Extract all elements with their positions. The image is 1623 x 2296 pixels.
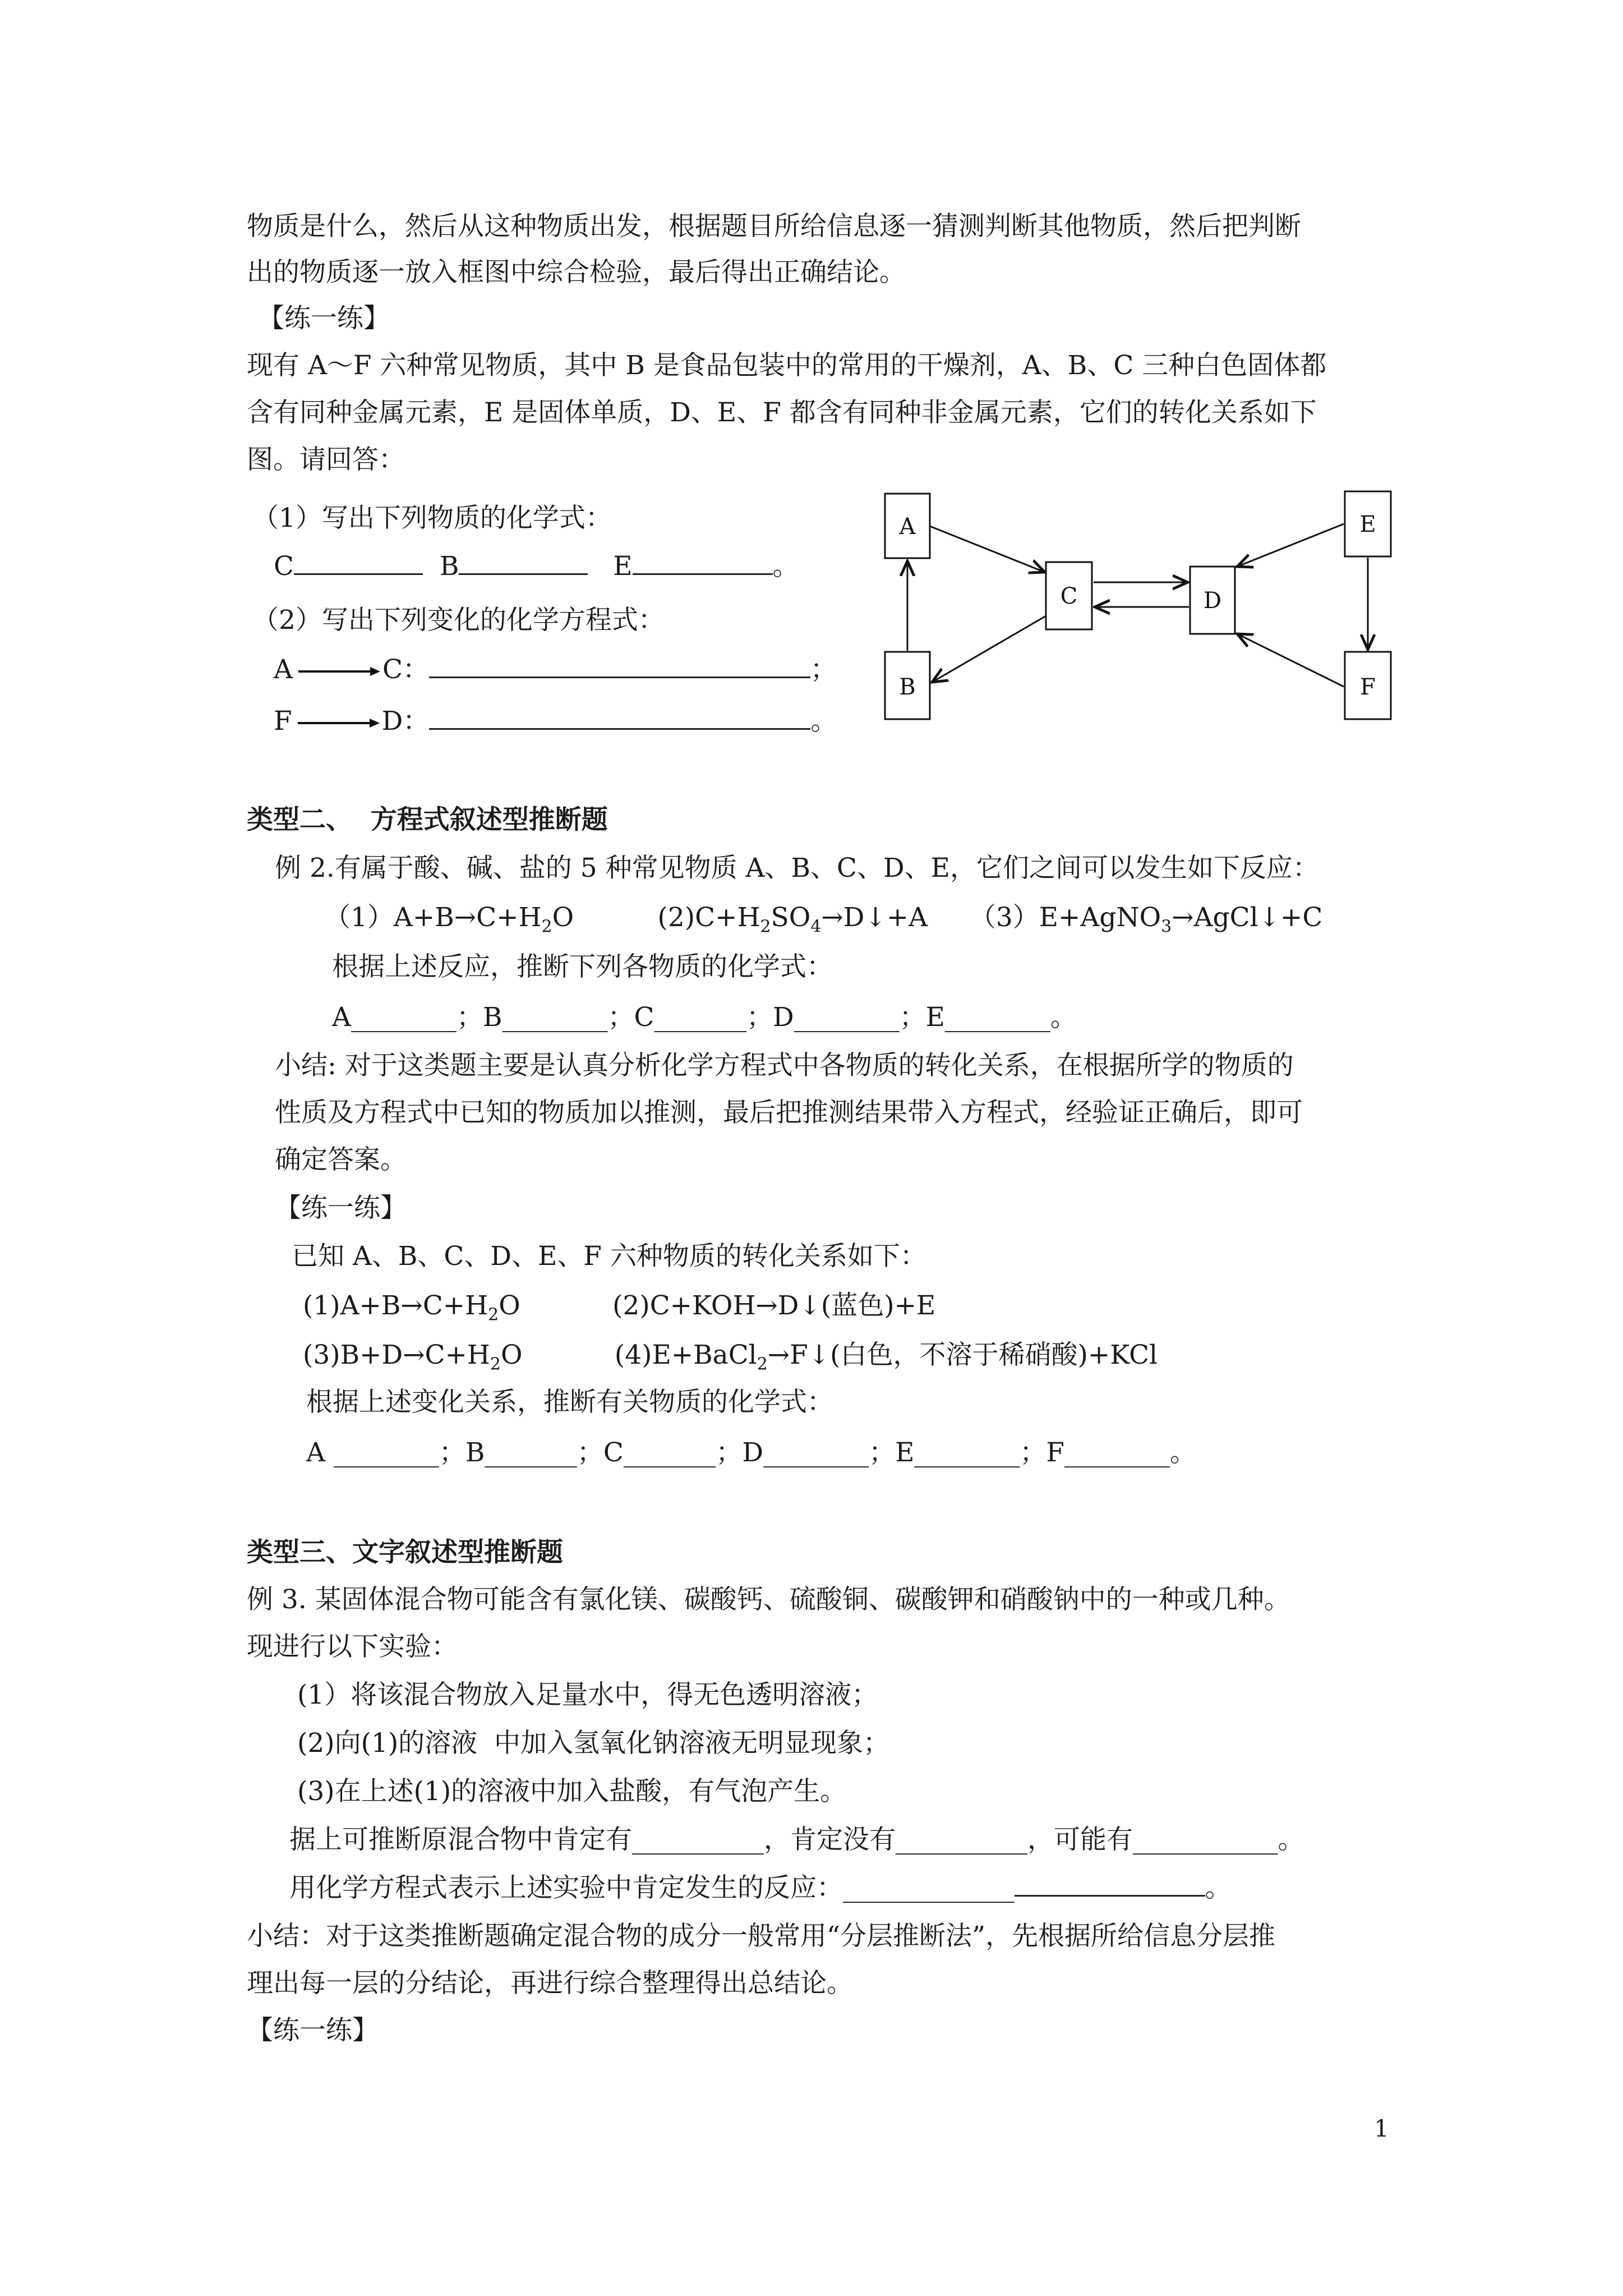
type2-summary-2: 性质及方程式中已知的物质加以推测，最后把推测结果带入方程式，经验证正确后，即可 [275,1097,1303,1128]
intro-line-2: 出的物质逐一放入框图中综合检验，最后得出正确结论。 [247,257,906,288]
p1-question-1: （1）写出下列物质的化学式： [252,503,612,533]
type2-summary-3: 确定答案。 [275,1144,407,1175]
type2-example: 例 2.有属于酸、碱、盐的 5 种常见物质 A、B、C、D、E，它们之间可以发生如下反应： [275,853,1319,884]
p1-line-3: 图。请回答： [247,444,405,475]
practice-label-3: 【练一练】 [247,2015,379,2046]
practice-label-2: 【练一练】 [275,1193,407,1223]
arrow-icon [292,715,382,731]
type3-heading: 类型三、文字叙述型推断题 [247,1537,563,1568]
intro-line-1: 物质是什么，然后从这种物质出发，根据题目所给信息逐一猜测判断其他物质，然后把判断 [247,211,1301,242]
node-d-label: D [1203,588,1222,614]
practice-label-1: 【练一练】 [258,303,390,334]
p1-equation-f-d: F D： 。 [274,706,837,737]
transformation-diagram [880,482,1396,729]
p1-line-1: 现有 A～F 六种常见物质，其中 B 是食品包装中的常用的干燥剂，A、B、C 三种白色固体都 [247,350,1327,381]
type3-example-2: 现进行以下实验： [247,1631,458,1662]
node-a-label: A [899,514,916,540]
type3-example-1: 例 3. 某固体混合物可能含有氯化镁、碳酸钙、硫酸铜、碳酸钾和硝酸钠中的一种或几种。 [247,1584,1290,1615]
type2-ask-2: 根据上述变化关系，推断有关物质的化学式： [306,1387,833,1418]
type2-known: 已知 A、B、C、D、E、F 六种物质的转化关系如下： [292,1241,926,1272]
node-f-label: F [1360,674,1376,700]
node-c-label: C [1060,583,1078,609]
type2-heading: 类型二、 方程式叙述型推断题 [247,804,608,835]
type3-summary-1: 小结：对于这类推断题确定混合物的成分一般常用“分层推断法”，先根据所给信息分层推 [247,1921,1276,1952]
p1-equation-a-c: A C： ； [274,654,837,685]
type2-ask: 根据上述反应，推断下列各物质的化学式： [332,951,833,982]
type2-summary-1: 小结: 对于这类题主要是认真分析化学方程式中各物质的转化关系，在根据所学的物质的 [275,1050,1294,1081]
type3-summary-2: 理出每一层的分结论，再进行综合整理得出总结论。 [247,1968,853,1999]
type2-reactions: $(1)A+B\to C+H_2O$ $(2)C+H_2SO_4\to D↓+A$ （3）E+AgNO$_3$→AgCl↓+C [324,902,1323,937]
p1-formula-blanks: C B E 。 [274,551,799,582]
type2-reaction-row-1: $(1)A+B\to C+H_2O$ (2)C+KOH→D↓(蓝色)+E [303,1290,936,1325]
p1-line-2: 含有同种金属元素，E 是固体单质，D、E、F 都含有同种非金属元素，它们的转化关系如下 [247,397,1317,428]
type3-step-1: (1）将该混合物放入足量水中，得无色透明溶液； [297,1680,878,1710]
type2-fill: A________；B________；C_______；D________；E________。 [332,1002,1077,1033]
node-b-label: B [899,674,916,700]
page-number: 1 [1374,2115,1389,2142]
p1-question-2: （2）写出下列变化的化学方程式： [252,605,665,636]
arrow-icon [293,663,382,680]
type2-fill-2: A ________；B_______；C_______；D________；E________；F________。 [306,1437,1196,1468]
type2-reaction-row-2: $(3)B+D\to C+H_2O$ (4)E+BaCl$_2$→F↓(白色，不溶于稀硝酸)+KCl [303,1340,1158,1374]
type3-conclusion: 据上可推断原混合物中肯定有__________，肯定没有__________，可能有___________。 [289,1824,1304,1855]
type3-equation: 用化学方程式表示上述实验中肯定发生的反应：_____________ 。 [289,1872,1232,1903]
type3-step-2: (2)向(1)的溶液 中加入氢氧化钠溶液无明显现象； [297,1728,890,1759]
type3-step-3: (3)在上述(1)的溶液中加入盐酸，有气泡产生。 [297,1776,847,1807]
node-e-label: E [1359,512,1376,537]
